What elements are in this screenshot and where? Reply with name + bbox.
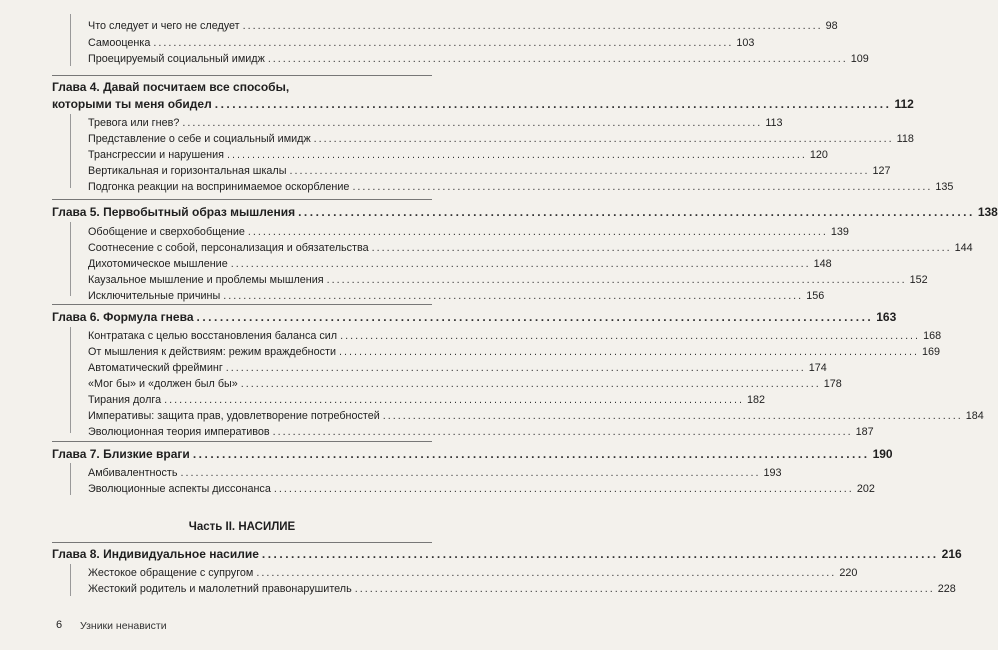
toc-entry[interactable]: Императивы: защита прав, удовлетворение потребностей .................................................................................................................... 184 xyxy=(88,410,984,422)
toc-entry[interactable]: Автоматический фрейминг .................................................................................................................... 174 xyxy=(88,362,827,374)
toc-entry[interactable]: Тревога или гнев? .................................................................................................................... 113 xyxy=(88,117,783,129)
toc-entry[interactable]: Подгонка реакции на воспринимаемое оскорбление .................................................................................................................... 135 xyxy=(88,181,954,193)
section-bar xyxy=(70,14,71,66)
chapter-8-heading[interactable]: Глава 8. Индивидуальное насилие .................................................................................................................... 216 xyxy=(52,547,962,561)
toc-entry[interactable]: Контратака с целью восстановления баланса сил .................................................................................................................... 168 xyxy=(88,330,942,342)
toc-entry[interactable]: Трансгрессии и нарушения .................................................................................................................... 120 xyxy=(88,149,828,161)
chapter-7-heading[interactable]: Глава 7. Близкие враги .................................................................................................................... 190 xyxy=(52,447,893,461)
toc-entry[interactable]: Обобщение и сверхобобщение .................................................................................................................... 139 xyxy=(88,226,849,238)
toc-entry[interactable]: Что следует и чего не следует .................................................................................................................... 98 xyxy=(88,20,838,32)
section-bar xyxy=(70,327,71,433)
toc-entry[interactable]: Амбивалентность .................................................................................................................... 193 xyxy=(88,467,782,479)
section-bar xyxy=(70,564,71,596)
toc-entry[interactable]: От мышления к действиям: режим враждебности .................................................................................................................... 169 xyxy=(88,346,940,358)
toc-entry[interactable]: Эволюционные аспекты диссонанса .................................................................................................................... 202 xyxy=(88,483,875,495)
toc-entry[interactable]: Жестокий родитель и малолетний правонарушитель .................................................................................................................... 228 xyxy=(88,583,956,595)
divider xyxy=(52,199,432,200)
part-title[interactable]: Часть II. НАСИЛИЕ xyxy=(188,521,296,533)
toc-entry[interactable]: Соотнесение с собой, персонализация и обязательства .................................................................................................................... 144 xyxy=(88,242,973,254)
page-number: 6 xyxy=(56,619,63,631)
chapter-6-heading[interactable]: Глава 6. Формула гнева .................................................................................................................... 163 xyxy=(52,310,897,324)
divider xyxy=(52,304,432,305)
section-bar xyxy=(70,463,71,495)
toc-entry[interactable]: Самооценка .................................................................................................................... 103 xyxy=(88,37,755,49)
section-bar xyxy=(70,114,71,188)
toc-entry[interactable]: Жестокое обращение с супругом .................................................................................................................... 220 xyxy=(88,567,858,579)
toc-entry[interactable]: Эволюционная теория императивов .................................................................................................................... 187 xyxy=(88,426,874,438)
toc-entry[interactable]: Проецируемый социальный имидж .................................................................................................................... 109 xyxy=(88,53,869,65)
chapter-5-heading[interactable]: Глава 5. Первобытный образ мышления .................................................................................................................... 138 xyxy=(52,205,998,219)
toc-entry[interactable]: Вертикальная и горизонтальная шкалы .................................................................................................................... 127 xyxy=(88,165,891,177)
divider xyxy=(52,441,432,442)
chapter-4-title-line1[interactable]: Глава 4. Давай посчитаем все способы, xyxy=(52,80,290,94)
chapter-4-heading[interactable]: которыми ты меня обидел .................................................................................................................... 112 xyxy=(52,97,914,111)
toc-entry[interactable]: «Мог бы» и «должен был бы» .................................................................................................................... 178 xyxy=(88,378,842,390)
toc-entry[interactable]: Исключительные причины .................................................................................................................... 156 xyxy=(88,290,825,302)
toc-entry[interactable]: Дихотомическое мышление .................................................................................................................... 148 xyxy=(88,258,832,270)
toc-entry[interactable]: Представление о себе и социальный имидж .................................................................................................................... 118 xyxy=(88,133,914,145)
divider xyxy=(52,75,432,76)
divider xyxy=(52,542,432,543)
running-footer-title: Узники ненависти xyxy=(80,620,167,632)
toc-entry[interactable]: Каузальное мышление и проблемы мышления .................................................................................................................... 152 xyxy=(88,274,928,286)
section-bar xyxy=(70,222,71,296)
toc-entry[interactable]: Тирания долга .................................................................................................................... 182 xyxy=(88,394,766,406)
